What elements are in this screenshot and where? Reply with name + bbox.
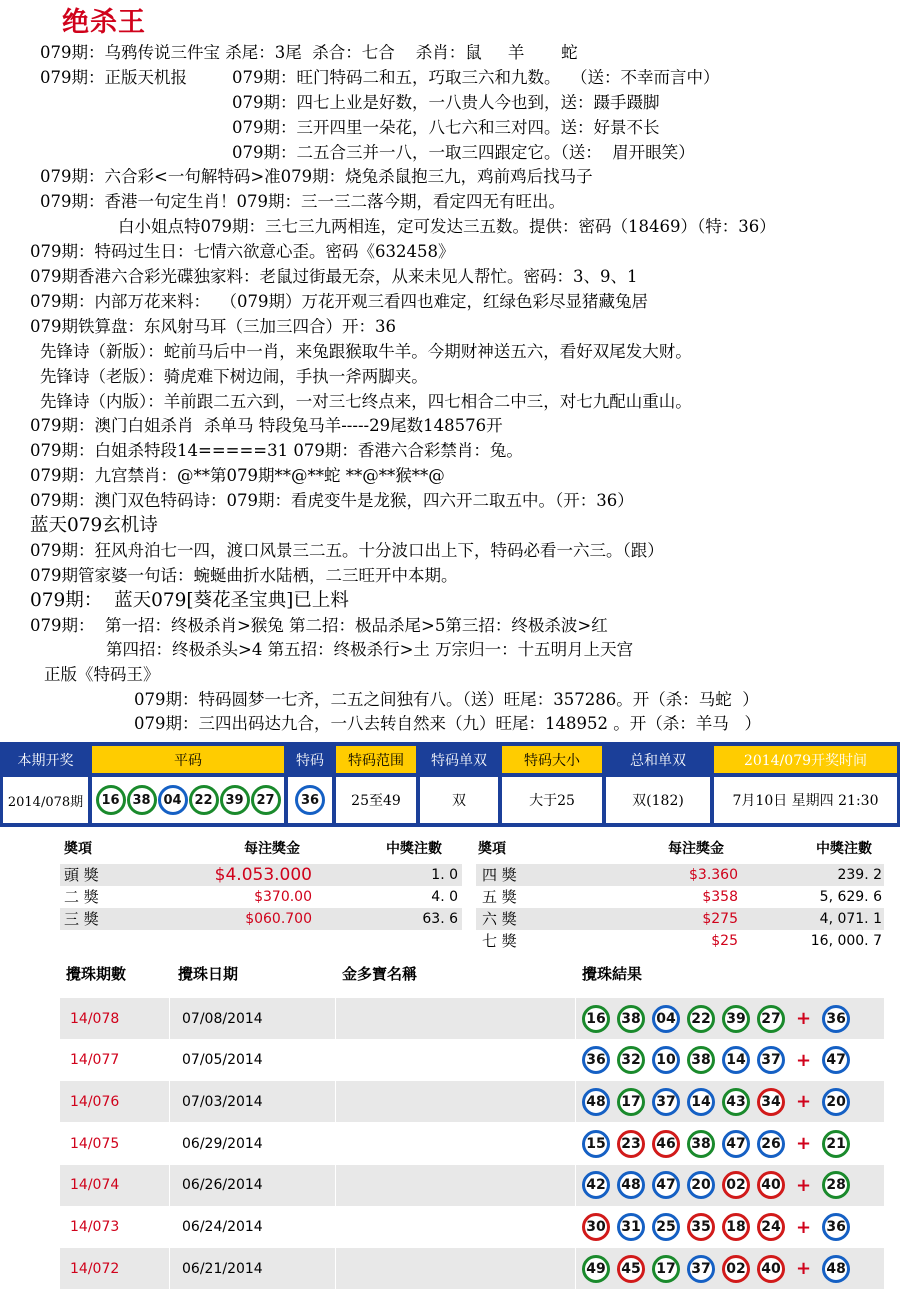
lottery-ball: 26 [757,1130,785,1158]
history-date: 07/03/2014 [170,1081,336,1122]
history-name [336,1040,576,1081]
lottery-ball: 31 [617,1213,645,1241]
tip-line: 079期：特码圆梦一七齐，二五之间独有八。（送）旺尾：357286。开（杀：马蛇 ） [134,690,759,709]
prize-name: 七 獎 [482,932,517,950]
prize-name: 六 獎 [482,910,517,928]
tip-line: 先锋诗（新版）：蛇前马后中一肖，来兔跟猴取牛羊。今期财神送五六，看好双尾发大财。 [40,342,692,361]
tip-line: 079期铁算盘：东风射马耳（三加三四合）开：36 [30,317,396,336]
plus-sign: + [796,1091,812,1113]
tip-line: 079期：二五合三并一八，一取三四跟定它。（送： 眉开眼笑） [232,143,695,162]
tip-line: 079期：澳门双色特码诗：079期：看虎变牛是龙猴，四六开二取五中。（开：36） [30,491,634,510]
lottery-ball: 25 [652,1213,680,1241]
prize-count: 239. 2 [837,867,882,883]
history-row [60,1248,884,1289]
history-date: 06/26/2014 [170,1165,336,1206]
prize-name: 五 獎 [482,888,517,906]
lottery-ball: 20 [822,1088,850,1116]
tip-line: 079期：内部万花来料： （079期）万花开观三看四也难定，红绿色彩尽显猪藏兔居 [30,292,648,311]
lottery-ball: 02 [722,1171,750,1199]
lottery-ball: 40 [757,1255,785,1283]
prize-amount: $275 [702,911,738,927]
history-name [336,1123,576,1164]
history-header-period: 攪珠期數 [66,965,127,983]
tip-line: 079期：旺门特码二和五，巧取三六和九数。 （送：不幸而言中） [232,68,720,87]
lottery-ball: 15 [582,1130,610,1158]
history-name [336,1207,576,1248]
history-result [576,1165,884,1206]
header-special: 特码 [288,746,332,773]
tip-line: 079期香港六合彩光碟独家料：老鼠过街最无奈，从来未见人帮忙。密码：3、9、1 [30,267,638,286]
prize-header-amount-right: 每注獎金 [668,841,724,857]
history-date: 06/24/2014 [170,1207,336,1248]
lottery-ball: 27 [251,785,281,815]
tip-line: 079期：六合彩<一句解特码>准079期：烧兔杀鼠抱三九，鸡前鸡后找马子 [40,167,593,186]
oddeven-value: 双 [420,777,498,823]
history-row [60,1123,884,1164]
lottery-ball: 10 [652,1046,680,1074]
lottery-ball: 16 [96,785,126,815]
lottery-ball: 39 [220,785,250,815]
lottery-ball: 49 [582,1255,610,1283]
lottery-ball: 46 [652,1130,680,1158]
lottery-ball: 20 [687,1171,715,1199]
prize-count: 5, 629. 6 [819,889,882,905]
lottery-ball: 14 [687,1088,715,1116]
history-name [336,1081,576,1122]
tip-line: 正版《特码王》 [44,665,160,684]
lottery-ball: 40 [757,1171,785,1199]
header-oddeven: 特码单双 [420,746,498,773]
page-title: 绝杀王 [62,7,146,38]
prize-header-count-left: 中獎注數 [386,841,442,857]
tip-line: 079期：三开四里一朵花，八七六和三对四。送：好景不长 [232,118,660,137]
prize-name: 頭 獎 [64,866,99,884]
plus-sign: + [796,1049,812,1071]
tip-line: 079期：狂风舟泊七一四，渡口风景三二五。十分波口出上下，特码必看一六三。（跟） [30,541,664,560]
lottery-ball: 21 [822,1130,850,1158]
history-result [576,1207,884,1248]
tip-line: 先锋诗（老版）：骑虎难下树边闹，手执一斧两脚夹。 [40,367,428,386]
lottery-ball: 23 [617,1130,645,1158]
history-date: 07/05/2014 [170,1040,336,1081]
prize-amount: $370.00 [254,889,312,905]
tip-line: 蓝天079玄机诗 [30,515,158,536]
history-row [60,1207,884,1248]
tip-line: 079期：特码过生日：七情六欲意心歪。密码《632458》 [30,242,455,261]
lottery-ball: 02 [722,1255,750,1283]
plus-sign: + [796,1174,812,1196]
header-next-time: 2014/079开奖时间 [714,746,897,773]
lottery-ball: 04 [158,785,188,815]
history-header-name: 金多寶名稱 [342,965,418,983]
header-regular: 平码 [92,746,284,773]
lottery-ball: 36 [295,785,325,815]
lottery-ball: 43 [722,1088,750,1116]
tip-line: 第四招：终极杀头>4 第五招：终极杀行>土 万宗归一：十五明月上天宫 [106,640,634,659]
prize-amount: $358 [702,889,738,905]
tip-line: 079期： 蓝天079[葵花圣宝典]已上料 [30,590,349,611]
history-date: 06/29/2014 [170,1123,336,1164]
history-result [576,1248,884,1289]
prize-header-item-left: 奬項 [64,841,92,857]
lottery-ball: 18 [722,1213,750,1241]
lottery-ball: 38 [687,1046,715,1074]
range-value: 25至49 [336,777,416,823]
history-period: 14/075 [60,1123,170,1164]
lottery-ball: 36 [822,1005,850,1033]
lottery-ball: 48 [582,1088,610,1116]
period-value: 2014/078期 [3,777,88,823]
tip-line: 079期管家婆一句话：蜿蜒曲折水陆栖，二三旺开中本期。 [30,566,458,585]
tip-line: 079期：九宫禁肖：@**第079期**@**蛇 **@**猴**@ [30,466,445,485]
lottery-ball: 35 [687,1213,715,1241]
plus-sign: + [796,1008,812,1029]
header-size: 特码大小 [502,746,602,773]
tip-line: 079期：四七上业是好数，一八贵人今也到，送：蹑手蹑脚 [232,93,660,112]
lottery-ball: 37 [687,1255,715,1283]
lottery-ball: 42 [582,1171,610,1199]
prize-count: 1. 0 [431,867,458,883]
lottery-ball: 24 [757,1213,785,1241]
history-row [60,1165,884,1206]
lottery-ball: 34 [757,1088,785,1116]
plus-sign: + [796,1216,812,1238]
prize-header-item-right: 奬項 [478,841,506,857]
lottery-ball: 39 [722,1005,750,1033]
lottery-ball: 37 [652,1088,680,1116]
special-ball [288,777,332,823]
history-period: 14/074 [60,1165,170,1206]
lottery-ball: 30 [582,1213,610,1241]
regular-balls [92,777,284,823]
prize-name: 三 獎 [64,910,99,928]
lottery-ball: 48 [617,1171,645,1199]
history-row [60,1040,884,1081]
lottery-ball: 22 [189,785,219,815]
lottery-ball: 17 [652,1255,680,1283]
prize-header-count-right: 中獎注數 [816,841,872,857]
history-header-date: 攪珠日期 [178,965,239,983]
history-name [336,1248,576,1289]
lottery-ball: 27 [757,1005,785,1033]
tip-line: 079期： 第一招：终极杀肖>猴兔 第二招：极品杀尾>5第三招：终极杀波>红 [30,616,608,635]
history-date: 07/08/2014 [170,998,336,1039]
prize-name: 二 獎 [64,888,99,906]
lottery-ball: 45 [617,1255,645,1283]
results-table [0,742,900,827]
lottery-ball: 47 [822,1046,850,1074]
lottery-ball: 32 [617,1046,645,1074]
lottery-ball: 04 [652,1005,680,1033]
prize-count: 16, 000. 7 [810,933,882,949]
history-period: 14/076 [60,1081,170,1122]
lottery-ball: 47 [652,1171,680,1199]
sum-value: 双(182) [606,777,710,823]
lottery-ball: 36 [822,1213,850,1241]
lottery-ball: 14 [722,1046,750,1074]
lottery-ball: 48 [822,1255,850,1283]
history-name [336,1165,576,1206]
prize-amount: $4.053.000 [214,865,312,885]
header-sum: 总和单双 [606,746,710,773]
history-date: 06/21/2014 [170,1248,336,1289]
history-row [60,1081,884,1122]
history-period: 14/077 [60,1040,170,1081]
history-row [60,998,884,1039]
tip-line: 079期：白姐杀特段14=====31 079期：香港六合彩禁肖：兔。 [30,441,523,460]
tip-line: 079期：三四出码达九合，一八去转自然来（九）旺尾：148952 。开（杀：羊马 ） [134,714,761,733]
lottery-ball: 28 [822,1171,850,1199]
lottery-ball: 17 [617,1088,645,1116]
lottery-ball: 22 [687,1005,715,1033]
prize-name: 四 獎 [482,866,517,884]
lottery-ball: 47 [722,1130,750,1158]
lottery-ball: 38 [127,785,157,815]
history-result [576,1081,884,1122]
prize-amount: $060.700 [245,911,312,927]
lottery-ball: 38 [687,1130,715,1158]
history-header-result: 攪珠結果 [582,965,643,983]
lottery-ball: 36 [582,1046,610,1074]
tip-line: 079期：香港一句定生肖！079期：三一三二落今期，看定四无有旺出。 [40,192,565,211]
prize-amount: $3.360 [689,867,738,883]
history-result [576,1040,884,1081]
history-period: 14/072 [60,1248,170,1289]
history-period: 14/078 [60,998,170,1039]
lottery-ball: 38 [617,1005,645,1033]
tip-line: 先锋诗（内版）：羊前跟二五六到，一对三七终点来，四七相合二中三，对七九配山重山。 [40,392,692,411]
lottery-ball: 37 [757,1046,785,1074]
header-range: 特码范围 [336,746,416,773]
history-name [336,998,576,1039]
history-result [576,1123,884,1164]
prize-header-amount-left: 每注獎金 [244,841,300,857]
next-time-value: 7月10日 星期四 21:30 [714,777,897,823]
plus-sign: + [796,1133,812,1155]
prize-count: 4, 071. 1 [819,911,882,927]
tip-line: 079期：正版天机报 [40,68,187,87]
tip-line: 白小姐点特079期：三七三九两相连，定可发达三五数。提供：密码（18469）（特：36） [118,217,776,236]
prize-count: 63. 6 [422,911,458,927]
size-value: 大于25 [502,777,602,823]
prize-count: 4. 0 [431,889,458,905]
prize-amount: $25 [711,933,738,949]
lottery-ball: 16 [582,1005,610,1033]
history-period: 14/073 [60,1207,170,1248]
history-result [576,998,884,1039]
tip-line: 079期：澳门白姐杀肖 杀单马 特段兔马羊-----29尾数148576开 [30,416,503,435]
plus-sign: + [796,1258,812,1280]
header-current-draw: 本期开奖 [3,746,88,773]
tip-line: 079期：乌鸦传说三件宝 杀尾：3尾 杀合：七合 杀肖：鼠 羊 蛇 [40,43,578,62]
